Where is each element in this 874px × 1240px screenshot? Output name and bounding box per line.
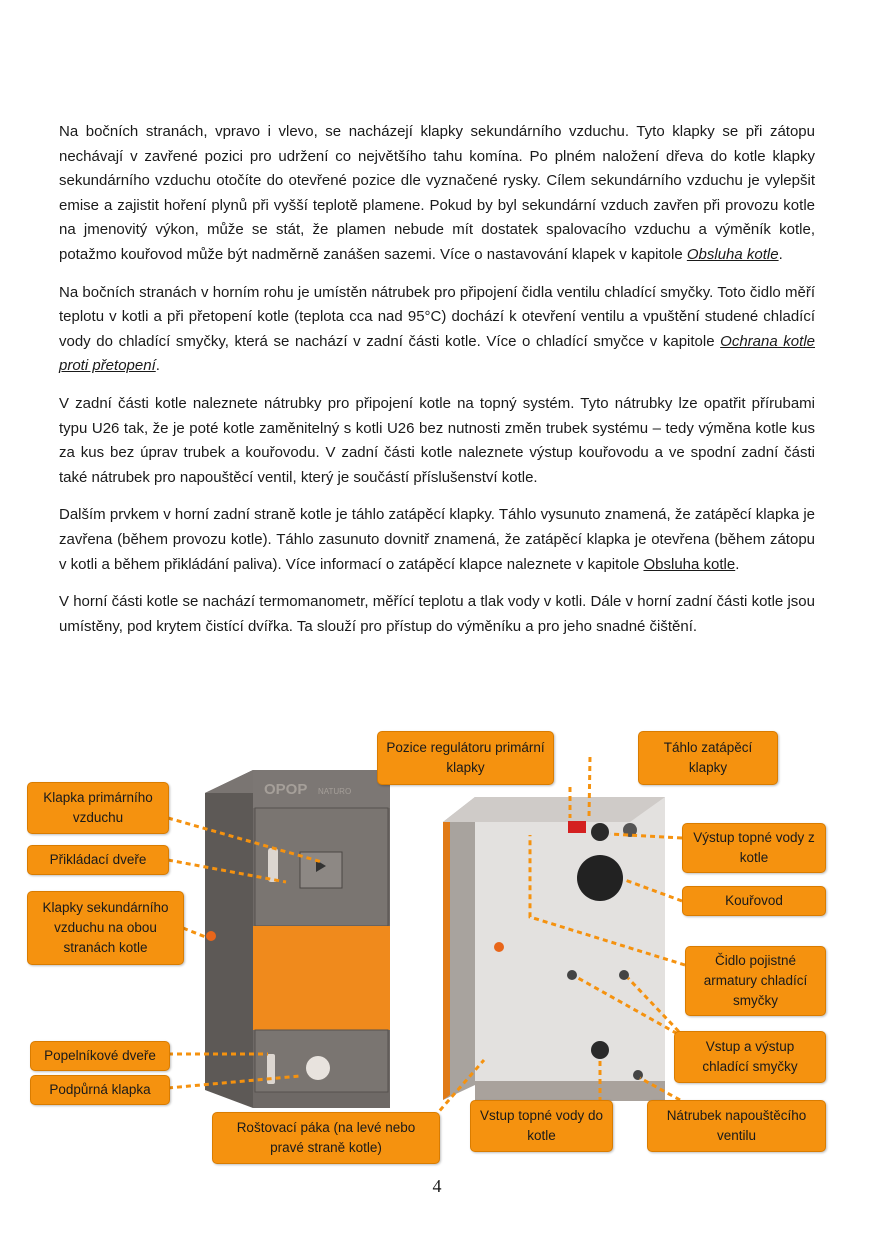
label-klapka-primarniho: Klapka primárního vzduchu xyxy=(27,782,169,834)
label-prikladaci-dvere: Přikládací dveře xyxy=(27,845,169,875)
paragraph-1: Na bočních stranách, vpravo i vlevo, se nacházejí klapky sekundárního vzduchu. Tyto klapky se při zátopu nechávají v zavřené pozici pro udržení co největšího tahu komína. Po plném naložení dřeva do kotle klapky sekundárního vzduchu otočíte do otevřené pozice dle vyznačené rysky. Cílem sekundárního vzduchu je vylepšit emise a zajistit hoření plynů při vyšší teplotě plamene. Pokud by byl sekundární vzduch zavřen při provozu kotle na jmenovitý výkon, může se stát, že plamen nebude mít dostatek spalovacího vzduchu a výměník kotle, potažmo kouřovod může být nadměrně zanášen sazemi. Více o nastavování klapek v kapitole Obsluha kotle. xyxy=(59,123,815,263)
label-vystup-topne-vody: Výstup topné vody z kotle xyxy=(682,823,826,873)
link-obsluha-kotle[interactable]: Obsluha kotle xyxy=(686,245,779,263)
paragraph-4: Dalším prvkem v horní zadní straně kotle je táhlo zatápěcí klapky. Táhlo vysunuto znamená, že zatápěcí klapka je zavřena (během provozu kotle). Táhlo zasunuto dovnitř znamená, že zatápěcí klapka je otevřena (během zátopu v kotli a během přikládání paliva). Více informací o zatápěcí klapce naleznete v kapitole Obsluha kotle. xyxy=(59,506,815,573)
label-natrubek: Nátrubek napouštěcího ventilu xyxy=(647,1100,826,1152)
label-podpurna-klapka: Podpůrná klapka xyxy=(30,1075,170,1105)
arrow-sekundarniho xyxy=(183,928,208,938)
paragraph-3: V zadní části kotle naleznete nátrubky pro připojení kotle na topný systém. Tyto nátrubky lze opatřit přírubami typu U26 tak, že je poté kotle zaměnitelný s kotli U26 bez nutnosti změn trubek systému – tedy výměna kotle kus za kus bez úprav trubek a kouřovodu. V zadní části kotle naleznete výstup kouřovodu a ve spodní zadní části také nátrubek pro napouštěcí ventil, který je součástí příslušenství kotle. xyxy=(59,394,815,486)
paragraph-2: Na bočních stranách v horním rohu je umístěn nátrubek pro připojení čidla ventilu chladící smyčky. Toto čidlo měří teplotu v kotli a při přetopení kotle (teplota cca nad 95°C) dochází k otevření ventilu a vpuštění studené chladící vody do chladící smyčky, která se nachází v zadní části kotle. Více o chladící smyčce v kapitole Ochrana kotle proti přetopení. xyxy=(59,283,815,375)
page-number: 4 xyxy=(432,1176,442,1196)
label-klapky-sekundarniho: Klapky sekundárního vzduchu na obou stranách kotle xyxy=(27,891,184,965)
label-tahlo: Táhlo zatápěcí klapky xyxy=(638,731,778,785)
front-boiler-image xyxy=(205,770,392,1108)
label-kourovod: Kouřovod xyxy=(682,886,826,916)
label-pozice-regulatoru: Pozice regulátoru primární klapky xyxy=(377,731,554,785)
brand-logo: OPOP xyxy=(264,781,308,798)
label-vstup-vystup-chladici: Vstup a výstup chladící smyčky xyxy=(674,1031,826,1083)
label-popelnikove-dvere: Popelníkové dveře xyxy=(30,1041,170,1071)
link-obsluha-kotle-2[interactable]: Obsluha kotle xyxy=(643,555,736,573)
label-cidlo: Čidlo pojistné armatury chladící smyčky xyxy=(685,946,826,1016)
brand-sub: NATURO xyxy=(318,787,352,796)
paragraph-5: V horní části kotle se nachází termomanometr, měřící teplotu a tlak vody v kotli. Dále v horní zadní části kotle jsou umístěny, pod krytem čistící dvířka. Ta slouží pro přístup do výměníku a pro jeho snadné čištění. xyxy=(59,593,815,635)
label-rostovaci-paka: Roštovací páka (na levé nebo pravé straně kotle) xyxy=(212,1112,440,1164)
link-ochrana-kotle[interactable]: Ochrana kotle proti přetopení xyxy=(59,332,815,375)
label-vstup-topne-vody: Vstup topné vody do kotle xyxy=(470,1100,613,1152)
